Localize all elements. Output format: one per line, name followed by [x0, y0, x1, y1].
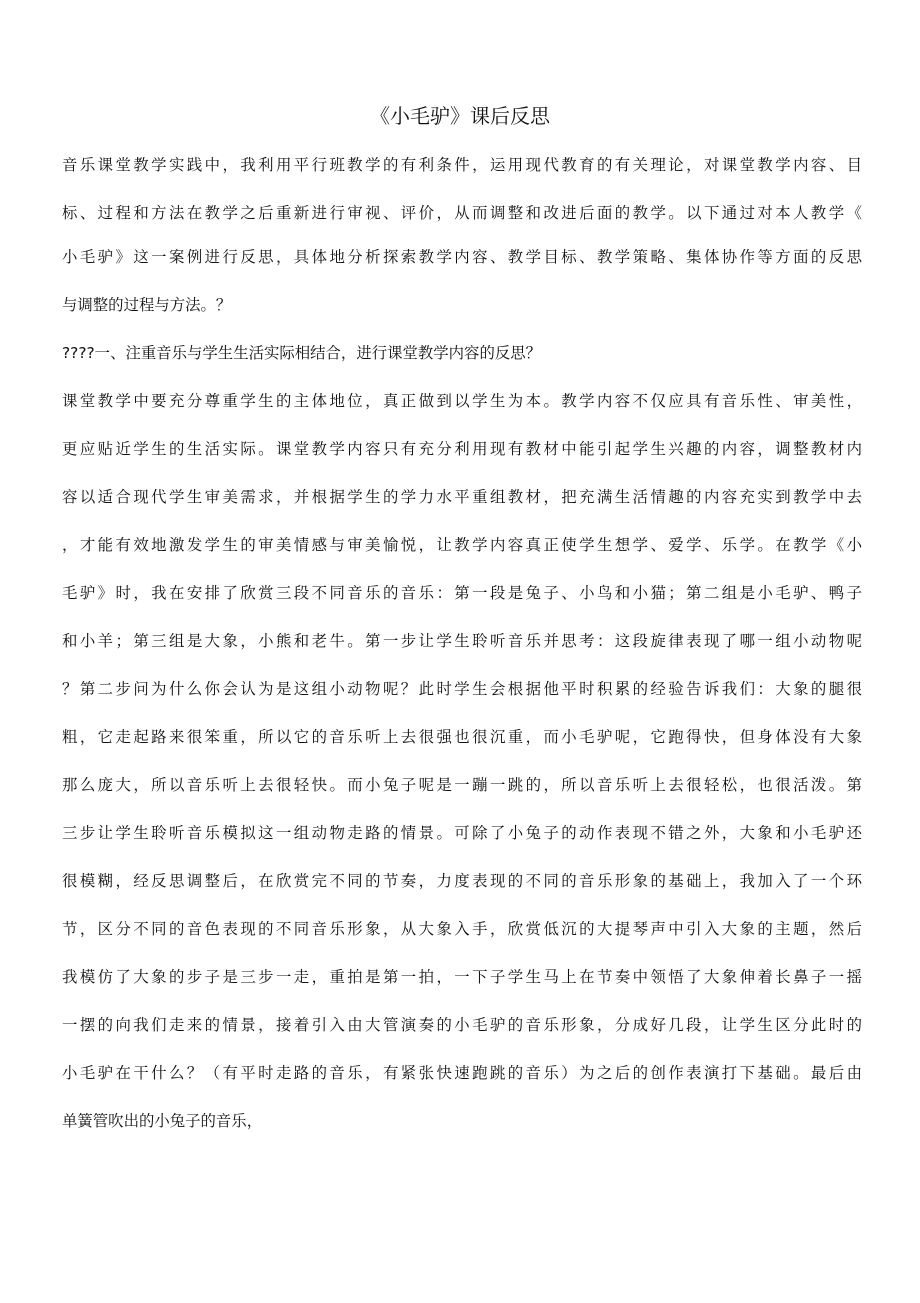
- text-line: 那么庞大，所以音乐听上去很轻快。而小兔子呢是一蹦一跳的，所以音乐听上去很轻松，也很活泼。第: [62, 776, 862, 794]
- text-line: 小毛驴在干什么？（有平时走路的音乐，有紧张快速跑跳的音乐）为之后的创作表演打下基础。最后由: [62, 1064, 862, 1082]
- text-line: 毛驴》时，我在安排了欣赏三段不同音乐的音乐：第一段是兔子、小鸟和小猫；第二组是小毛驴、鸭子: [62, 584, 862, 602]
- document-title: 《小毛驴》课后反思: [370, 104, 550, 128]
- text-line: 和小羊；第三组是大象，小熊和老牛。第一步让学生聆听音乐并思考：这段旋律表现了哪一组小动物呢: [62, 632, 862, 650]
- text-line: 三步让学生聆听音乐模拟这一组动物走路的情景。可除了小兔子的动作表现不错之外，大象和小毛驴还: [62, 824, 862, 842]
- text-line: 容以适合现代学生审美需求，并根据学生的学力水平重组教材，把充满生活情趣的内容充实到教学中去: [62, 488, 862, 506]
- text-line: ？第二步问为什么你会认为是这组小动物呢？此时学生会根据他平时积累的经验告诉我们：大象的腿很: [62, 680, 862, 698]
- text-line: 课堂教学中要充分尊重学生的主体地位，真正做到以学生为本。教学内容不仅应具有音乐性、审美性，: [62, 392, 862, 410]
- text-line: 音乐课堂教学实践中，我利用平行班教学的有利条件，运用现代教育的有关理论，对课堂教学内容、目: [62, 156, 862, 174]
- text-line: 一摆的向我们走来的情景，接着引入由大管演奏的小毛驴的音乐形象，分成好几段，让学生区分此时的: [62, 1016, 862, 1034]
- text-line: ，才能有效地激发学生的审美情感与审美愉悦，让教学内容真正使学生想学、爱学、乐学。在教学《小: [62, 536, 862, 554]
- text-line: 小毛驴》这一案例进行反思，具体地分析探索教学内容、教学目标、教学策略、集体协作等方面的反思: [62, 248, 862, 266]
- text-line: 单簧管吹出的小兔子的音乐，: [62, 1112, 263, 1130]
- text-line: 节，区分不同的音色表现的不同音乐形象，从大象入手，欣赏低沉的大提琴声中引入大象的主题，然后: [62, 920, 862, 938]
- text-line: 我模仿了大象的步子是三步一走，重拍是第一拍，一下子学生马上在节奏中领悟了大象伸着长鼻子一摇: [62, 968, 862, 986]
- text-line: 更应贴近学生的生活实际。课堂教学内容只有充分利用现有教材中能引起学生兴趣的内容，调整教材内: [62, 440, 862, 458]
- text-line: 标、过程和方法在教学之后重新进行审视、评价，从而调整和改进后面的教学。以下通过对本人教学《: [62, 204, 862, 222]
- section-heading: ????一、注重音乐与学生生活实际相结合，进行课堂教学内容的反思？: [62, 344, 542, 362]
- text-line: 粗，它走起路来很笨重，所以它的音乐听上去很强也很沉重，而小毛驴呢，它跑得快，但身体没有大象: [62, 728, 862, 746]
- text-line: 与调整的过程与方法。？: [62, 296, 232, 314]
- text-line: 很模糊，经反思调整后，在欣赏完不同的节奏，力度表现的不同的音乐形象的基础上，我加入了一个环: [62, 872, 862, 890]
